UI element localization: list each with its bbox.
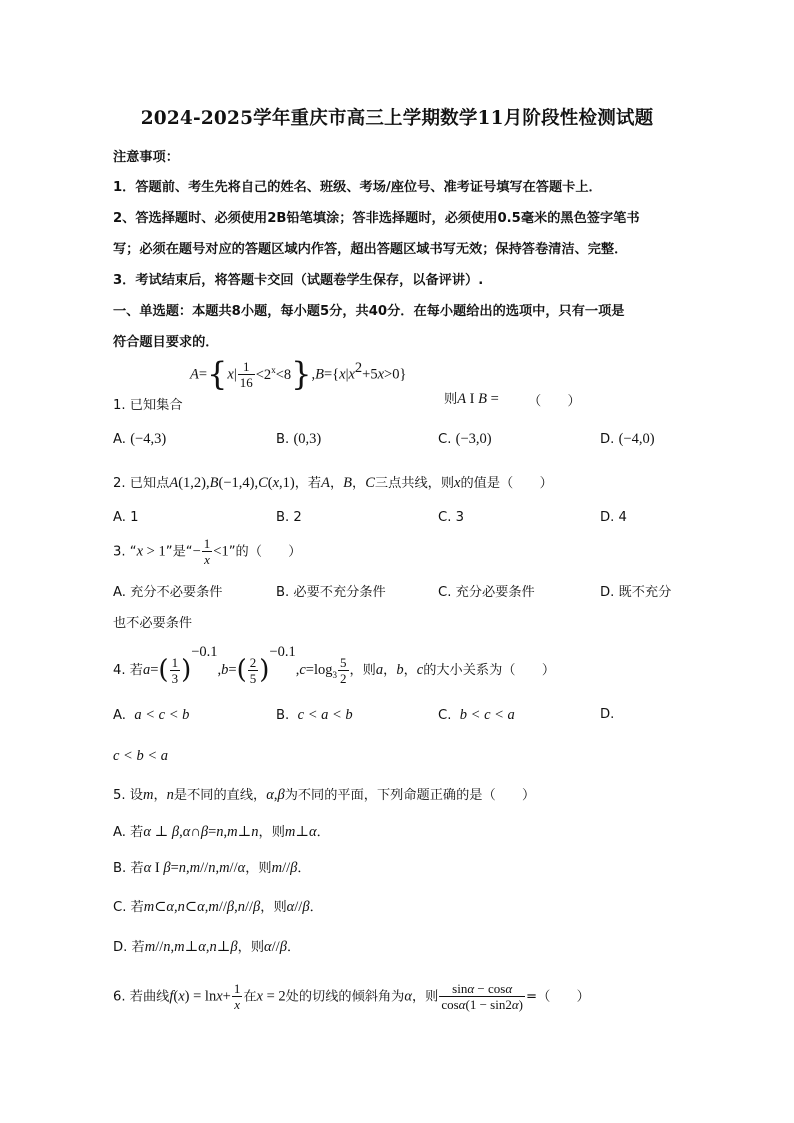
- q4-option-d-label: D.: [600, 707, 615, 722]
- q6-post: =（ ）: [526, 989, 590, 1005]
- q4-post2: 的大小关系为（ ）: [423, 663, 556, 678]
- q1-option-a-value: (−4,3): [130, 431, 167, 447]
- q6-pre: 6. 若曲线: [113, 989, 170, 1005]
- q1-option-b-value: (0,3): [293, 431, 322, 447]
- notice-heading: 注意事项：: [113, 150, 179, 165]
- q4-option-a-value: a < c < b: [134, 707, 190, 723]
- section-heading-1: 一、单选题：本题共8小题，每小题5分，共40分．在每小题给出的选项中，只有一项是: [113, 304, 625, 319]
- q1-option-d: [600, 431, 655, 448]
- q5-option-a: A. 若α ⊥ β,α∩β=n,m⊥n，则m⊥α．: [113, 824, 330, 840]
- q3-stem: 3. “x > 1”是“− $\frac{1}{x}$ <1”的（ ）: [113, 536, 302, 567]
- q5-option-c-label: C. 若: [113, 900, 144, 915]
- q1-option-c: [438, 431, 492, 448]
- q5-stem: 5. 设m，n是不同的直线，α,β为不同的平面，下列命题正确的是（ ）: [113, 787, 536, 803]
- q6-mid2: 处的切线的倾斜角为: [285, 989, 405, 1005]
- q3-pre: 3. “: [113, 544, 137, 560]
- page-title: 2024-2025学年重庆市高三上学期数学11月阶段性检测试题: [140, 108, 654, 129]
- q6-stem: 6. 若曲线f(x) = lnx+ $\frac{1}{x}$ 在x = 2处的切线的倾斜角为α，则 $\frac{\sin\alpha - \cos\alpha}{\cos\alpha(1 - \sin 2\alpha)}$ =（ ）: [113, 981, 590, 1012]
- q2-pre: 2. 已知点: [113, 476, 170, 491]
- q3-mid: ”是“: [165, 544, 193, 560]
- q5-option-a-label: A. 若: [113, 825, 144, 840]
- q2-option-b: B. 2: [276, 510, 302, 525]
- q2-stem: 2. 已知点A(1,2),B(−1,4),C(x,1)，若A，B，C三点共线，则x的值是（ ）: [113, 475, 553, 491]
- q1-option-b: [276, 431, 321, 448]
- q2-option-c: C. 3: [438, 510, 464, 525]
- q4-option-b: [276, 707, 353, 724]
- q6-mid: 在: [243, 989, 257, 1005]
- q5-option-b: B. 若α I β=n,m//n,m//α，则m//β．: [113, 860, 311, 876]
- q3-option-b: B. 必要不充分条件: [276, 585, 386, 600]
- q2-mid: ，若: [294, 476, 322, 491]
- q3-post: ”的（ ）: [228, 544, 302, 560]
- q5-option-b-then: ，则: [245, 861, 272, 876]
- q5-option-d: D. 若m//n,m⊥α,n⊥β，则α//β．: [113, 939, 301, 955]
- q3-option-d: D. 既不充分: [600, 585, 672, 600]
- q4-option-c-label: C.: [438, 708, 452, 723]
- q1-blank: （ ）: [528, 394, 581, 409]
- notice-item-3: 3．考试结束后，将答题卡交回（试题卷学生保存，以备评讲）.: [113, 273, 484, 288]
- notice-item-1: 1．答题前、考生先将自己的姓名、班级、考场/座位号、准考证号填写在答题卡上．: [113, 180, 602, 195]
- q1-option-a-label: A.: [113, 432, 126, 447]
- q5-option-d-label: D. 若: [113, 940, 145, 955]
- q1-option-c-label: C.: [438, 432, 452, 447]
- q4-option-d-value: c < b < a: [113, 748, 169, 764]
- q4-option-c-value: b < c < a: [459, 707, 515, 723]
- q1-option-b-label: B.: [276, 432, 290, 447]
- q4-stem: 4. 若a=( $\frac{1}{3}$ )$^{-0.1}$,b=( $\frac{2}{5}$ )$^{-0.1},c=\log_3$ $\frac{5}{2}$ ，则a，b，c的大小关系为（ ）: [113, 644, 556, 686]
- q3-option-a: A. 充分不必要条件: [113, 585, 223, 600]
- q5-pre: 5. 设: [113, 788, 143, 803]
- section-heading-2: 符合题目要求的．: [113, 335, 219, 350]
- q5-option-b-label: B. 若: [113, 861, 144, 876]
- q4-option-b-value: c < a < b: [297, 707, 353, 723]
- q1-set-expression: A={x| $\frac{1}{16}$ $<2^x<8\},B=\{x|x^2+5x>0\}$: [190, 355, 407, 393]
- q5-option-a-then: ，则: [258, 825, 285, 840]
- notice-item-2a: 2、答选择题时、必须使用2B铅笔填涂；答非选择题时，必须使用0.5毫米的黑色签字笔书: [113, 211, 640, 226]
- q6-mid3: ，则: [411, 989, 439, 1005]
- q5-mid: 是不同的直线，: [173, 788, 267, 803]
- q2-option-d: D. 4: [600, 510, 627, 525]
- q4-option-a-label: A.: [113, 708, 126, 723]
- q4-option-b-label: B.: [276, 708, 290, 723]
- q2-mid2: 三点共线，则: [374, 476, 455, 491]
- q4-post: ，则: [349, 663, 376, 678]
- q2-post: 的值是（ ）: [460, 476, 553, 491]
- q1-option-d-value: (−4,0): [618, 431, 655, 447]
- q4-option-a: [113, 707, 189, 724]
- q3-option-d-wrap: 也不必要条件: [113, 616, 193, 631]
- q1-option-d-label: D.: [600, 432, 615, 447]
- notice-item-2b: 写；必须在题号对应的答题区域内作答，超出答题区域书写无效；保持答卷清洁、完整．: [113, 242, 628, 257]
- q1-option-a: [113, 431, 166, 448]
- q5-option-c-then: ，则: [260, 900, 287, 915]
- q2-option-a: A. 1: [113, 510, 139, 525]
- q4-pre: 4. 若: [113, 663, 143, 678]
- q5-post: 为不同的平面，下列命题正确的是（ ）: [284, 788, 536, 803]
- q1-stem: 1. 已知集合: [113, 398, 183, 413]
- q1-tail-text: 则: [444, 392, 458, 407]
- q4-option-c: [438, 707, 515, 724]
- q5-option-c: C. 若m⊂α,n⊂α,m//β,n//β，则α//β．: [113, 899, 323, 915]
- q5-option-d-then: ，则: [237, 940, 265, 955]
- q3-option-c: C. 充分必要条件: [438, 585, 535, 600]
- q1-tail: 则A I B =: [444, 391, 499, 407]
- q1-option-c-value: (−3,0): [455, 431, 492, 447]
